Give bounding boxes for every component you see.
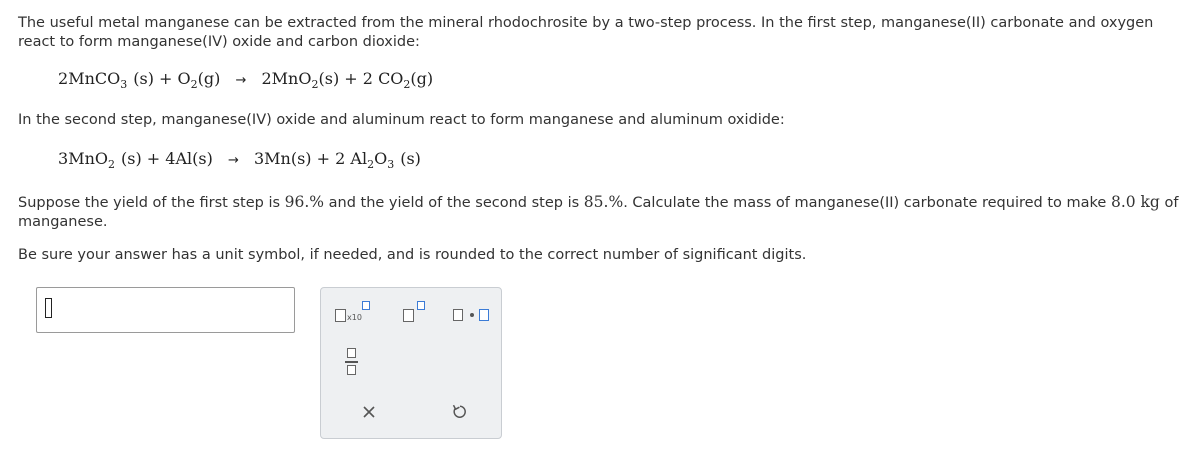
reaction-arrow: → (235, 73, 247, 88)
math-tool-palette (320, 287, 502, 439)
clear-icon[interactable] (362, 405, 376, 419)
instruction-text: Be sure your answer has a unit symbol, if needed, and is rounded to the correct number of significant digits. (18, 247, 807, 263)
scientific-notation-icon[interactable]: x10 (335, 300, 371, 328)
second-step-text: In the second step, manganese(IV) oxide and aluminum react to form manganese and aluminum oxidide: (18, 112, 785, 128)
reaction-arrow: → (227, 153, 239, 168)
cursor-placeholder (45, 298, 52, 318)
intro-text: The useful metal manganese can be extracted from the mineral rhodochrosite by a two-step process. In the first step, manganese(II) carbonate and oxygen react to form manganese(IV) oxide and carbon dioxide: (18, 15, 1154, 50)
fraction-icon[interactable] (345, 346, 359, 376)
question-text: Suppose the yield of the first step is 96.% and the yield of the second step is 85.%. Calculate the mass of manganese(II) carbonate required to make 8.0 kg of manganese. (18, 193, 1179, 230)
answer-input[interactable] (36, 287, 295, 333)
superscript-icon[interactable] (403, 300, 429, 328)
equation-1: 2MnCO$_3$ $(s) + O_2(g) \to 2MnO_2(s) + 2$ $CO_2(g)$ (58, 69, 434, 91)
multiply-dot-icon[interactable] (453, 306, 493, 324)
undo-icon[interactable] (451, 403, 467, 420)
equation-2: 3MnO$_2$ (s) + 4Al(s) → 3Mn(s) + 2 $Al_2O_3$ (s) (58, 149, 421, 171)
